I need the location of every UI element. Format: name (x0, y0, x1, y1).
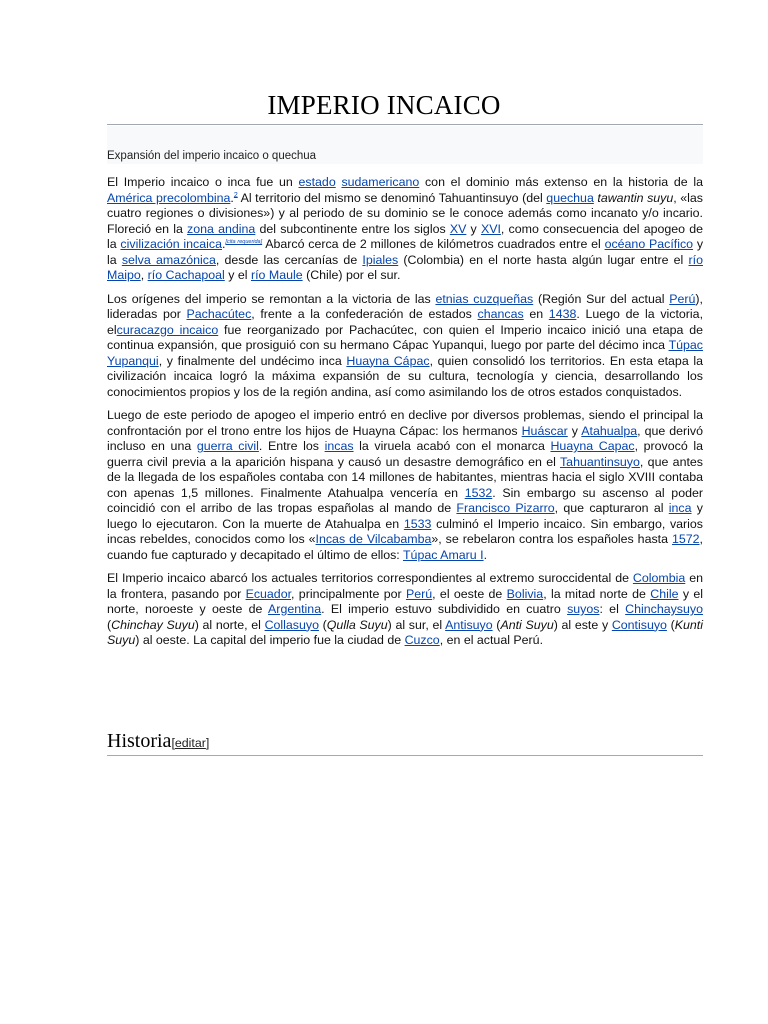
link-selva-amazonica[interactable]: selva amazónica (121, 252, 216, 267)
reference-2[interactable]: 2 (233, 191, 238, 199)
link-antisuyo[interactable]: Antisuyo (445, 617, 493, 632)
link-peru[interactable]: Perú (669, 291, 696, 306)
edit-bracket-close: ] (205, 736, 210, 750)
cita-requerida-link[interactable]: [cita requerida] (225, 238, 263, 245)
link-tahuantinsuyo[interactable]: Tahuantinsuyo (559, 454, 640, 469)
link-america-precolombina[interactable]: América precolombina (107, 190, 231, 205)
link-argentina[interactable]: Argentina (268, 602, 322, 616)
link-huayna-capac-2[interactable]: Huayna Capac (550, 439, 635, 453)
link-sudamericano[interactable]: sudamericano (341, 175, 420, 189)
page-title: IMPERIO INCAICO (267, 90, 501, 120)
paragraph-1: El Imperio incaico o inca fue un estado sudamericano con el dominio más extenso en la historia de la América precolombina.$^2$ Al territorio del mismo se denominó Tahuantinsuyo (del quechua tawantin suyu, «las cuatro regiones o divisiones») y al periodo de su dominio se le conoce además como incanato y/o incario. Floreció en la zona andina del subcontinente entre los siglos XV y XVI, como consecuencia del apogeo de la civilización incaica.[cita requerida] Abarcó cerca de 2 millones de kilómetros cuadrados entre el océano Pacífico y la selva amazónica, desde las cercanías de Ipiales (Colombia) en el norte hasta algún lugar entre el río Maipo, río Cachapoal y el río Maule (Chile) por el sur. (107, 175, 704, 282)
link-incas[interactable]: incas (324, 439, 354, 453)
link-etnias-cuzquenas[interactable]: etnias cuzqueñas (435, 291, 534, 306)
section-historia (107, 730, 703, 756)
link-rio-cachapoal[interactable]: río Cachapoal (147, 268, 225, 282)
link-tupac-yupanqui[interactable]: Túpac Yupanqui (107, 338, 703, 368)
paragraph-2: Los orígenes del imperio se remontan a la victoria de las etnias cuzqueñas (Región Sur del actual Perú), lideradas por Pachacútec, frente a la confederación de estados chancas en 1438. Luego de la victoria, elcuracazgo incaico fue reorganizado por Pachacútec, con quien el Imperio incaico inició una etapa de continua expansión, que prosiguió con su hermano Cápac Yupanqui, luego por parte del décimo inca Túpac Yupanqui, y finalmente del undécimo inca Huayna Cápac, quien consolidó los territorios. En esta etapa la civilización incaica logró la máxima expansión de su cultura, tecnología y ciencia, desarrollando los conocimientos propios y los de la región andina, así como asimilando los de otros estados conquistados. (107, 291, 704, 399)
link-1438[interactable]: 1438 (548, 307, 577, 321)
link-atahualpa[interactable]: Atahualpa (581, 423, 638, 438)
article-body (107, 175, 703, 657)
link-ipiales[interactable]: Ipiales (362, 252, 399, 267)
link-1532[interactable]: 1532 (464, 485, 493, 500)
link-contisuyo[interactable]: Contisuyo (611, 617, 667, 632)
link-pachacutec[interactable]: Pachacútec (186, 307, 252, 321)
link-estado[interactable]: estado (298, 175, 336, 189)
link-suyos[interactable]: suyos (567, 602, 600, 616)
link-tupac-amaru[interactable]: Túpac Amaru I (402, 547, 484, 562)
link-1572[interactable]: 1572 (671, 532, 700, 546)
link-rio-maule[interactable]: río Maule (250, 268, 303, 282)
section-heading: Historia (107, 730, 172, 752)
link-huayna-capac[interactable]: Huayna Cápac (346, 353, 430, 368)
link-rio-maipo[interactable]: río Maipo (107, 252, 703, 282)
link-peru-2[interactable]: Perú (405, 586, 433, 601)
link-xv[interactable]: XV (449, 221, 467, 236)
link-francisco-pizarro[interactable]: Francisco Pizarro (456, 501, 555, 515)
link-chancas[interactable]: chancas (477, 307, 524, 321)
link-cuzco[interactable]: Cuzco (404, 633, 440, 647)
image-caption: Expansión del imperio incaico o quechua (107, 150, 317, 162)
link-1533[interactable]: 1533 (403, 516, 432, 531)
link-curacazgo-incaico[interactable]: curacazgo incaico (116, 322, 219, 337)
link-inca[interactable]: inca (668, 501, 692, 515)
link-chinchaysuyo[interactable]: Chinchaysuyo (625, 602, 703, 616)
link-incas-de-vilcabamba[interactable]: Incas de Vilcabamba (315, 532, 432, 546)
title-divider (107, 124, 703, 125)
link-colombia[interactable]: Colombia (632, 571, 686, 585)
link-chile[interactable]: Chile (650, 586, 679, 601)
paragraph-4: El Imperio incaico abarcó los actuales territorios correspondientes al extremo suroccidental de Colombia en la frontera, pasando por Ecuador, principalmente por Perú, el oeste de Bolivia, la mitad norte de Chile y el norte, noroeste y oeste de Argentina. El imperio estuvo subdividido en cuatro suyos: el Chinchaysuyo (Chinchay Suyu) al norte, el Collasuyo (Qulla Suyu) al sur, el Antisuyo (Anti Suyu) al este y Contisuyo (Kunti Suyu) al oeste. La capital del imperio fue la ciudad de Cuzco, en el actual Perú. (107, 571, 704, 647)
edit-bracket-open: [ (171, 736, 175, 750)
link-guerra-civil[interactable]: guerra civil (196, 439, 259, 453)
link-oceano-pacifico[interactable]: océano Pacífico (604, 237, 694, 251)
link-bolivia[interactable]: Bolivia (506, 586, 544, 601)
link-collasuyo[interactable]: Collasuyo (264, 617, 319, 632)
link-ecuador[interactable]: Ecuador (245, 586, 292, 601)
paragraph-3: Luego de este periodo de apogeo el imperio entró en declive por diversos problemas, siendo el principal la confrontación por el trono entre los hijos de Huayna Cápac: los hermanos Huáscar y Atahualpa, que derivó incluso en una guerra civil. Entre los incas la viruela acabó con el monarca Huayna Capac, provocó la guerra civil previa a la aparición hispana y causó un desastre demográfico en el Tahuantinsuyo, que antes de la llegada de los españoles contaba con 14 millones de habitantes, mientras hacia el siglo XVIII contaba con apenas 1,5 millones. Finalmente Atahualpa vencería en 1532. Sin embargo su ascenso al poder coincidió con el arribo de las tropas españolas al mando de Francisco Pizarro, que capturaron al inca y luego lo ejecutaron. Con la muerte de Atahualpa en 1533 culminó el Imperio incaico. Sin embargo, varios incas rebeldes, conocidos como los «Incas de Vilcabamba», se rebelaron contra los españoles hasta 1572, cuando fue capturado y decapitado el último de ellos: Túpac Amaru I. (107, 408, 704, 562)
link-zona-andina[interactable]: zona andina (187, 221, 256, 236)
link-quechua[interactable]: quechua (546, 190, 594, 205)
link-huascar[interactable]: Huáscar (521, 423, 568, 438)
link-xvi[interactable]: XVI (480, 221, 501, 236)
edit-section-link[interactable]: editar (174, 736, 206, 750)
link-civilizacion-incaica[interactable]: civilización incaica (120, 237, 222, 251)
